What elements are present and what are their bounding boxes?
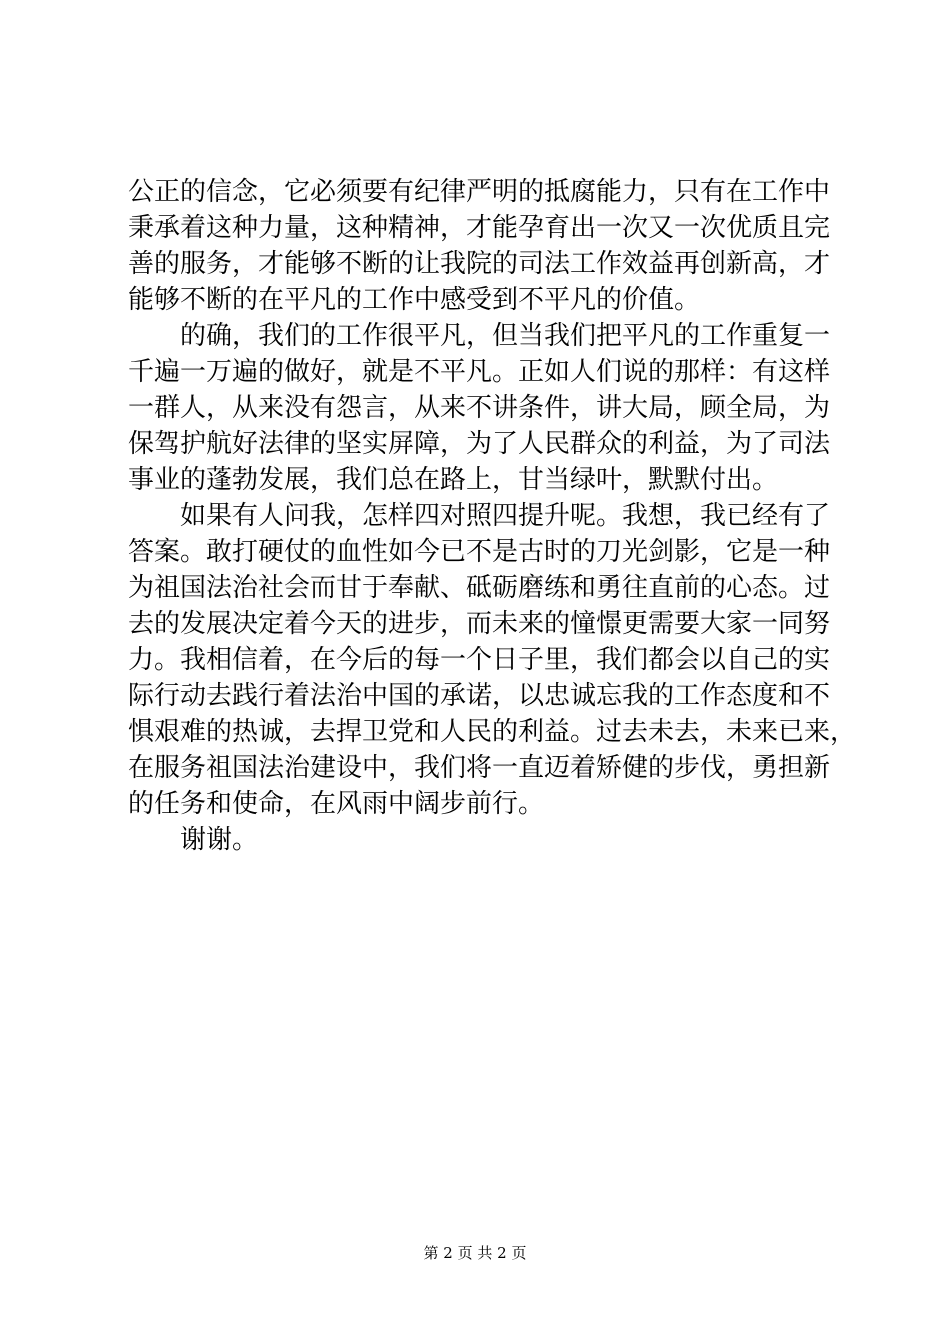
text-line: 事业的蓬勃发展，我们总在路上，甘当绿叶，默默付出。 [128,465,779,495]
text-line: 的任务和使命，在风雨中阔步前行。 [128,789,545,819]
paragraph-first-line: 的确，我们的工作很平凡，但当我们把平凡的工作重复一 [180,321,831,351]
text-line: 际行动去践行着法治中国的承诺，以忠诚忘我的工作态度和不 [128,681,831,711]
text-line: 惧艰难的热诚，去捍卫党和人民的利益。过去未去，未来已来， [128,717,857,747]
text-line: 答案。敢打硬仗的血性如今已不是古时的刀光剑影，它是一种 [128,537,831,567]
text-line: 保驾护航好法律的坚实屏障，为了人民群众的利益，为了司法 [128,429,831,459]
paragraph-first-line: 如果有人问我，怎样四对照四提升呢。我想，我已经有了 [180,501,831,531]
body-text [128,174,857,858]
closing-line: 谢谢。 [180,825,259,855]
text-line: 能够不断的在平凡的工作中感受到不平凡的价值。 [128,285,701,315]
text-line: 在服务祖国法治建设中，我们将一直迈着矫健的步伐，勇担新 [128,753,831,783]
page-footer: 第 2 页 共 2 页 [423,1244,527,1262]
text-line: 善的服务，才能够不断的让我院的司法工作效益再创新高，才 [128,249,831,279]
text-line: 千遍一万遍的做好，就是不平凡。正如人们说的那样：有这样 [128,357,831,387]
text-line: 一群人，从来没有怨言，从来不讲条件，讲大局，顾全局，为 [128,393,831,423]
text-line: 去的发展决定着今天的进步，而未来的憧憬更需要大家一同努 [128,609,831,639]
text-line: 为祖国法治社会而甘于奉献、砥砺磨练和勇往直前的心态。过 [128,573,831,603]
text-line: 力。我相信着，在今后的每一个日子里，我们都会以自己的实 [128,645,831,675]
text-line: 秉承着这种力量，这种精神，才能孕育出一次又一次优质且完 [128,213,831,243]
text-line: 公正的信念，它必须要有纪律严明的抵腐能力，只有在工作中 [128,177,831,207]
